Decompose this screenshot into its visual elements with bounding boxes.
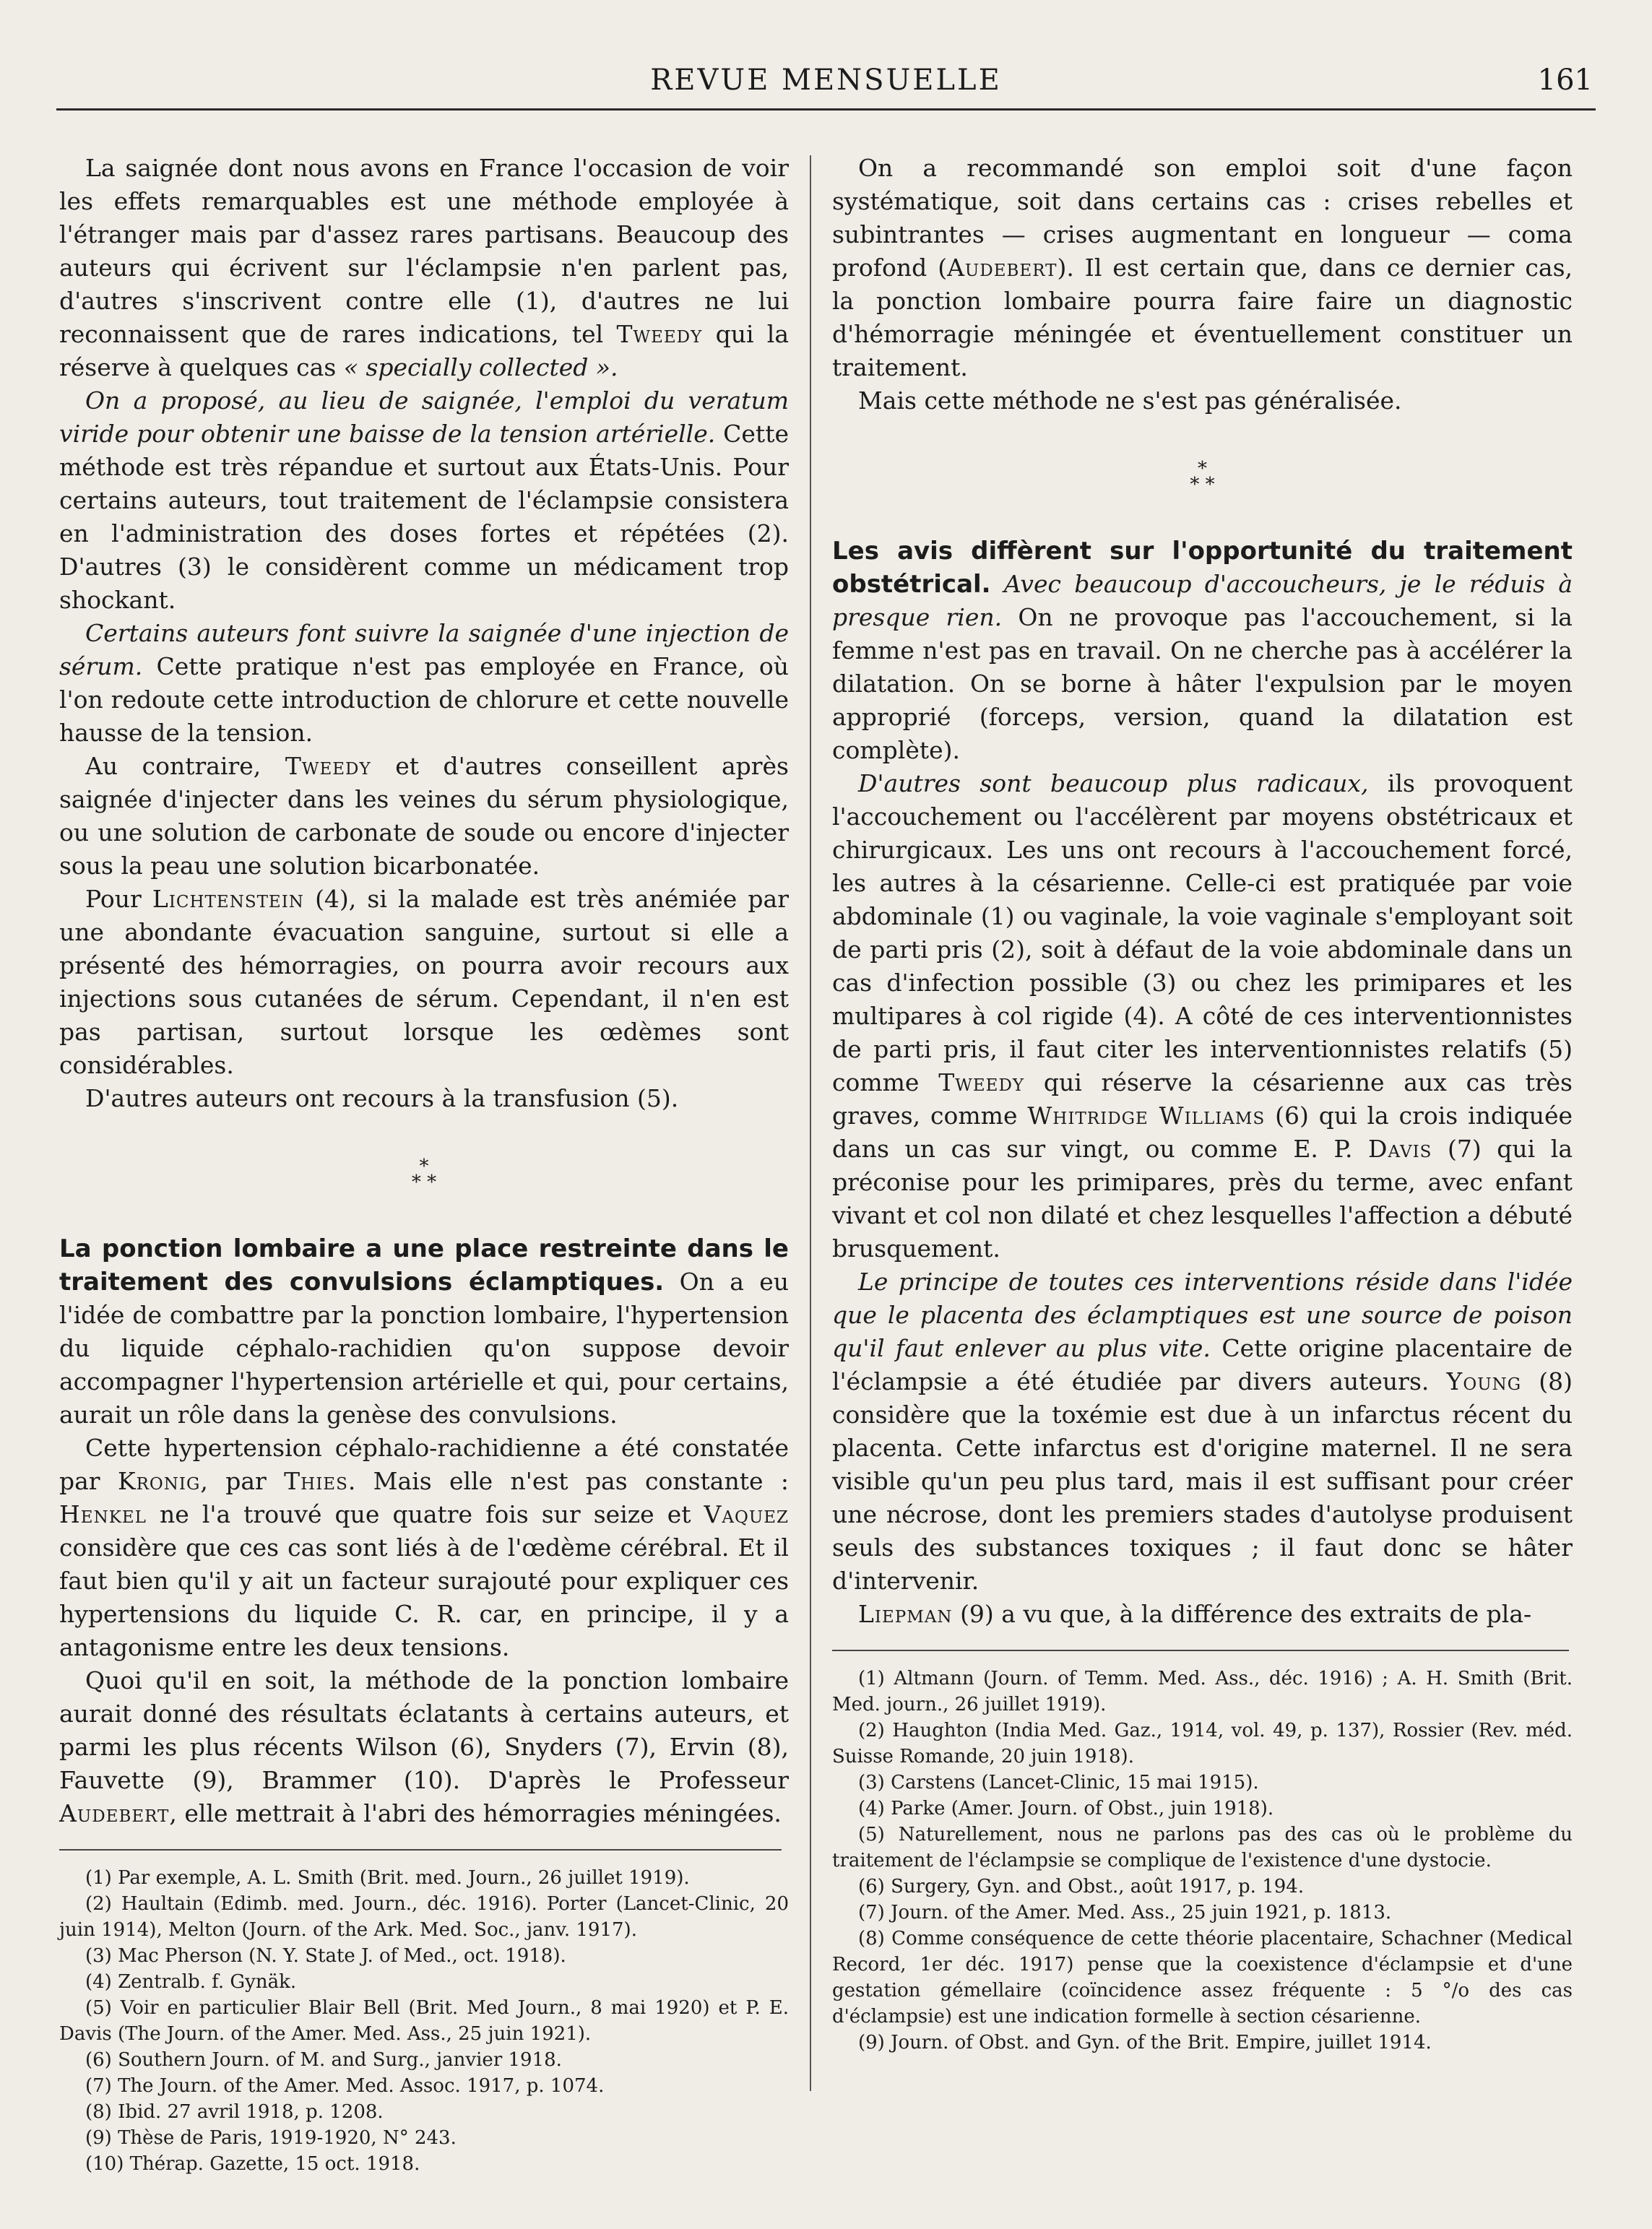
footnote: (3) Mac Pherson (N. Y. State J. of Med., oct. 1918). [85, 1945, 566, 1967]
paragraph: D'autres sont beaucoup plus radicaux, ils provoquent l'accouchement ou l'accélèrent par moyens obstétricaux et chirurgicaux. Les uns ont recours à l'accouchement forcé, les autres à la césarienne. Celle-ci est pratiquée par voie abdominale (1) ou vaginale, la voie vaginale s'employant soit de parti pris (2), soit à défaut de la voie abdominale dans un cas d'infection possible (3) ou chez les primipares et les multipares à col rigide (4). A côté de ces interventionnistes de parti pris, il faut citer les interventionnistes relatifs (5) comme Tweedy qui réserve la césarienne aux cas très graves, comme Whitridge Williams (6) qui la crois indiquée dans un cas sur vingt, ou comme E. P. Davis (7) qui la préconise pour les primipares, près du terme, avec enfant vivant et col non dilaté et chez lesquelles l'affection a débuté brusquement. [832, 769, 1573, 1263]
paragraph: Les avis diffèrent sur l'opportunité du traitement obstétrical. Avec beaucoup d'accoucheurs, je le réduis à presque rien. On ne provoque pas l'accouchement, si la femme n'est pas en travail. On ne cherche pas à accélérer la dilatation. On se borne à hâter l'expulsion par le moyen approprié (forceps, version, quand la dilatation est complète). [832, 537, 1573, 764]
footnote: (2) Haultain (Edimb. med. Journ., déc. 1916). Porter (Lancet-Clinic, 20 juin 1914), Melton (Journ. of the Ark. Med. Soc., janv. 1917). [59, 1893, 789, 1941]
author-name: Whitridge Williams [1027, 1101, 1266, 1130]
footnote: (4) Zentralb. f. Gynäk. [85, 1971, 297, 1993]
author-name: Tweedy [285, 752, 371, 780]
column-divider [810, 155, 811, 2091]
paragraph: Liepman (9) a vu que, à la différence des extraits de pla- [858, 1600, 1532, 1628]
footnote: (10) Thérap. Gazette, 15 oct. 1918. [85, 2153, 420, 2175]
paragraph: Pour Lichtenstein (4), si la malade est très anémiée par une abondante évacuation sanguine, surtout si elle a présenté des hémorragies, on pourra avoir recours aux injections sous cutanées de sérum. Cependant, il n'en est pas partisan, surtout lorsque les œdèmes sont considérables. [59, 885, 789, 1079]
author-name: Kronig [117, 1467, 201, 1495]
footnote-rule [59, 1849, 782, 1851]
footnote: (9) Journ. of Obst. and Gyn. of the Brit. Empire, juillet 1914. [858, 2032, 1432, 2053]
paragraph: La ponction lombaire a une place restreinte dans le traitement des convulsions éclamptiques. On a eu l'idée de combattre par la ponction lombaire, l'hypertension du liquide céphalo-rachidien qu'on suppose devoir accompagner l'hypertension artérielle et qui, pour certains, aurait un rôle dans la genèse des convulsions. [59, 1234, 789, 1429]
footnote: (8) Ibid. 27 avril 1918, p. 1208. [85, 2101, 384, 2123]
paragraph: Mais cette méthode ne s'est pas généralisée. [858, 386, 1402, 415]
paragraph: Certains auteurs font suivre la saignée d'une injection de sérum. Cette pratique n'est pas employée en France, où l'on redoute cette introduction de chlorure et cette nouvelle hausse de la tension. [59, 619, 789, 747]
footnote: (9) Thèse de Paris, 1919-1920, N° 243. [85, 2127, 457, 2149]
footnote: (3) Carstens (Lancet-Clinic, 15 mai 1915). [858, 1772, 1259, 1793]
left-column [59, 152, 789, 2177]
author-name: Tweedy [938, 1068, 1025, 1096]
footnote: (8) Comme conséquence de cette théorie placentaire, Schachner (Medical Record, 1er déc. 1917) pense que la coexistence d'éclampsie et d'une gestation gémellaire (coïncidence assez fréquente : 5 °/o des cas d'éclampsie) est une indication formelle à section césarienne. [832, 1928, 1573, 2027]
footnotes [59, 1865, 789, 2177]
paragraph: On a recommandé son emploi soit d'une façon systématique, soit dans certains cas : crises rebelles et subintrantes — crises augmentant en longueur — coma profond (Audebert). Il est certain que, dans ce dernier cas, la ponction lombaire pourra faire faire un diagnostic d'hémorragie méningée et éventuellement constituer un traitement. [832, 154, 1573, 381]
paragraph: D'autres auteurs ont recours à la transfusion (5). [85, 1084, 679, 1112]
header-rule [56, 108, 1596, 111]
section-heading: La ponction lombaire a une place restreinte dans le traitement des convulsions éclamptiques. [59, 1234, 789, 1297]
footnote: (4) Parke (Amer. Journ. of Obst., juin 1918). [858, 1798, 1274, 1819]
footnote: (1) Altmann (Journ. of Temm. Med. Ass., déc. 1916) ; A. H. Smith (Brit. Med. journ., 26 juillet 1919). [832, 1668, 1573, 1715]
section-separator: * * * [411, 1156, 437, 1193]
author-name: Davis [1368, 1135, 1432, 1163]
paragraph: La saignée dont nous avons en France l'occasion de voir les effets remarquables est une méthode employée à l'étranger mais par d'assez rares partisans. Beaucoup des auteurs qui écrivent sur l'éclampsie n'en parlent pas, d'autres s'inscrivent contre elle (1), d'autres ne lui reconnaissent que de rares indications, tel Tweedy qui la réserve à quelques cas « specially collected ». [59, 154, 789, 381]
footnotes [832, 1666, 1573, 2056]
footnote: (7) Journ. of the Amer. Med. Ass., 25 juin 1921, p. 1813. [858, 1902, 1392, 1923]
author-name: Thies [284, 1467, 348, 1495]
paragraph: Le principe de toutes ces interventions réside dans l'idée que le placenta des éclamptiques est une source de poison qu'il faut enlever au plus vite. Cette origine placentaire de l'éclampsie a été étudiée par divers auteurs. Young (8) considère que la toxémie est due à un infarctus récent du placenta. Cette infarctus est d'origine maternel. Il ne sera visible qu'un peu plus tard, mais il est suffisant pour créer une nécrose, dont les premiers stades d'autolyse produisent seuls des substances toxiques ; il faut donc se hâter d'intervenir. [832, 1268, 1573, 1595]
footnote: (1) Par exemple, A. L. Smith (Brit. med. Journ., 26 juillet 1919). [85, 1867, 690, 1889]
paragraph: Quoi qu'il en soit, la méthode de la ponction lombaire aurait donné des résultats éclatants à certains auteurs, et parmi les plus récents Wilson (6), Snyders (7), Ervin (8), Fauvette (9), Brammer (10). D'après le Professeur Audebert, elle mettrait à l'abri des hémorragies méningées. [59, 1666, 789, 1827]
paragraph: Cette hypertension céphalo-rachidienne a été constatée par Kronig, par Thies. Mais elle n'est pas constante : Henkel ne l'a trouvé que quatre fois sur seize et Vaquez considère que ces cas sont liés à de l'œdème cérébral. Et il faut bien qu'il y ait un facteur surajouté pour expliquer ces hypertensions du liquide C. R. car, en principe, il y a antagonisme entre les deux tensions. [59, 1434, 789, 1661]
author-name: Liepman [858, 1600, 953, 1628]
footnote: (6) Southern Journ. of M. and Surg., janvier 1918. [85, 2049, 562, 2071]
section-separator: * * * [1190, 458, 1215, 495]
footnote-rule [832, 1650, 1569, 1651]
journal-title: REVUE MENSUELLE [650, 64, 1002, 97]
right-column [832, 152, 1573, 2056]
section-heading: Les avis diffèrent sur l'opportunité du traitement obstétrical. [832, 537, 1573, 599]
author-name: Lichtenstein [152, 885, 304, 913]
running-head [56, 59, 1596, 104]
paragraph: On a proposé, au lieu de saignée, l'emploi du veratum viride pour obtenir une baisse de la tension artérielle. Cette méthode est très répandue et surtout aux États-Unis. Pour certains auteurs, tout traitement de l'éclampsie consistera en l'administration des doses fortes et répétées (2). D'autres (3) le considèrent comme un médicament trop shockant. [59, 386, 789, 614]
footnote: (5) Naturellement, nous ne parlons pas des cas où le problème du traitement de l'éclampsie se complique de l'existence d'une dystocie. [832, 1824, 1573, 1871]
footnote: (6) Surgery, Gyn. and Obst., août 1917, p. 194. [858, 1876, 1305, 1897]
author-name: Audebert [59, 1799, 170, 1827]
author-name: Young [1446, 1367, 1522, 1395]
author-name: Tweedy [616, 320, 703, 348]
footnote: (5) Voir en particulier Blair Bell (Brit. Med Journ., 8 mai 1920) et P. E. Davis (The Journ. of the Amer. Med. Ass., 25 juin 1921). [59, 1997, 789, 2045]
footnote: (7) The Journ. of the Amer. Med. Assoc. 1917, p. 1074. [85, 2075, 605, 2097]
author-name: Audebert [947, 254, 1058, 282]
author-name: Henkel [59, 1500, 147, 1528]
author-name: Vaquez [704, 1500, 789, 1528]
footnote: (2) Haughton (India Med. Gaz., 1914, vol. 49, p. 137), Rossier (Rev. méd. Suisse Romande, 20 juin 1918). [832, 1720, 1573, 1767]
page-number: 161 [1537, 64, 1593, 97]
paragraph: Au contraire, Tweedy et d'autres conseillent après saignée d'injecter dans les veines du sérum physiologique, ou une solution de carbonate de soude ou encore d'injecter sous la peau une solution bicarbonatée. [59, 752, 789, 880]
